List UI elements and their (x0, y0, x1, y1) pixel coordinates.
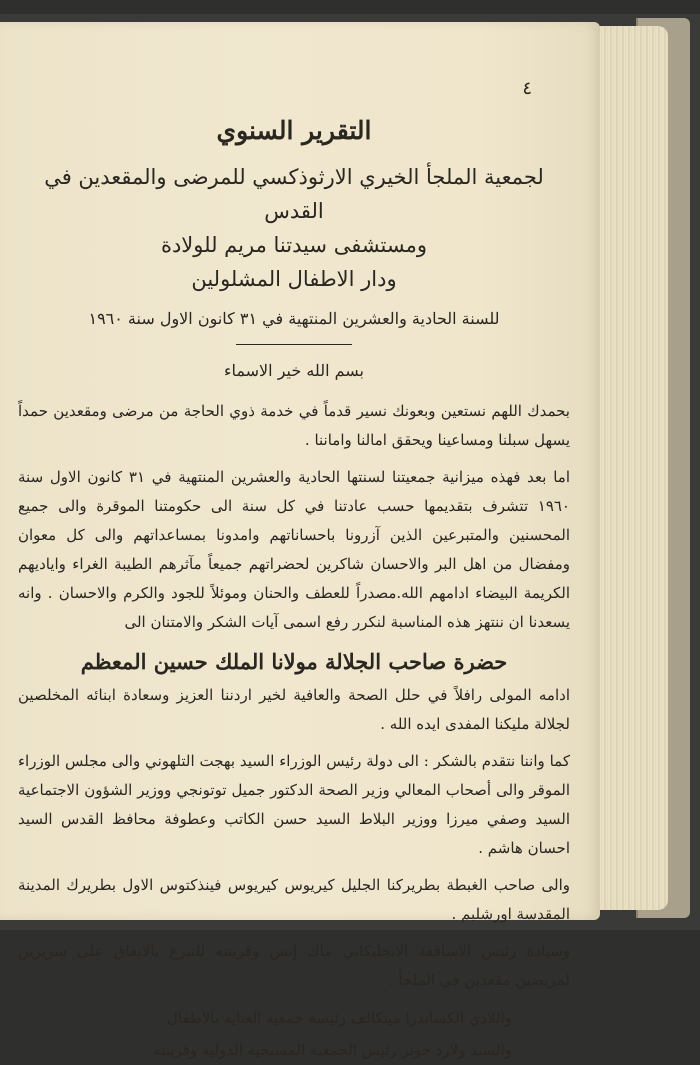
heading-line-1: لجمعية الملجأ الخيري الارثوذكسي للمرضى والمقعدين في القدس (44, 165, 544, 223)
page-number: ٤ (522, 78, 532, 99)
tail-line-2: والسيد ولارد جونز رئيس الجمعية المسيحية الدولية وقرينته (153, 1041, 512, 1059)
heading-line-3: ودار الاطفال المشلولين (191, 267, 397, 291)
page-text (18, 78, 570, 1065)
report-title: التقرير السنوي (216, 116, 372, 145)
tail-line-1: واللادي الكساندرا ميتكالف رئيسة جمعية العناية بالاطفال (166, 1009, 512, 1027)
paragraph-patriarch: والى صاحب الغبطة بطريركنا الجليل كيريوس كيريوس فينذكتوس الاول بطريرك المدينة المقدسة اورشليم . (18, 876, 570, 923)
king-heading: حضرة صاحب الجلالة مولانا الملك حسين المعظم (80, 649, 508, 674)
paragraph-king: ادامه المولى رافلاً في حلل الصحة والعافية لخير اردننا العزيز وسعادة ابنائه المخلصين لجلالة مليكنا المفدى ايده الله . (18, 686, 570, 733)
report-subtitle: للسنة الحادية والعشرين المنتهية في ٣١ كانون الاول سنة ١٩٦٠ (88, 309, 500, 328)
divider (236, 344, 352, 345)
paragraph-opening: بحمدك اللهم نستعين وبعونك نسير قدماً في خدمة ذوي الحاجة من مرضى ومقعدين حمداً يسهل سبلنا ومساعينا ويحقق امالنا واماننا . (18, 402, 570, 449)
book-page (0, 22, 600, 1059)
paragraph-archbishop: وسيادة رئيس الاساقفة الانجليكاني ماك إنس وقرينته للتبرع بالانفاق على سريرين لمريضين مقعدين في الملجأ . (18, 942, 570, 989)
basmala: بسم الله خير الاسماء (224, 361, 364, 380)
paragraph-budget: اما بعد فهذه ميزانية جمعيتنا لسنتها الحادية والعشرين المنتهية في ٣١ كانون الاول سنة ١٩٦٠ تتشرف بتقديمها حسب عادتنا في كل سنة الى حكومتنا الموقرة والى جميع المحسنين والمتبرعين الذين آزرونا باحساناتهم وامدونا بمساعداتهم والى كل معوان ومفضال من اهل البر والاحسان شاكرين لحضراتهم جميعاً مآثرهم الطيبة الغراء واياديهم الكريمة البيضاء ادامهم الله.مصدراً للعطف والحنان وموئلاً للجود والكرم والاحسان . وانه يسعدنا ان ننتهز هذه المناسبة لنكرر رفع اسمى آيات الشكر والامتنان الى (18, 468, 570, 631)
paragraph-thanks: كما واننا نتقدم بالشكر : الى دولة رئيس الوزراء السيد بهجت التلهوني والى مجلس الوزراء الموقر والى أصحاب المعالي وزير الصحة الدكتور جميل توتونجي ووزير الشؤون الاجتماعية السيد وصفي ميرزا ووزير البلاط السيد حسن الكاتب وعطوفة محافظ القدس السيد احسان هاشم . (18, 752, 570, 857)
heading-line-2: ومستشفى سيدتنا مريم للولادة (160, 233, 428, 257)
